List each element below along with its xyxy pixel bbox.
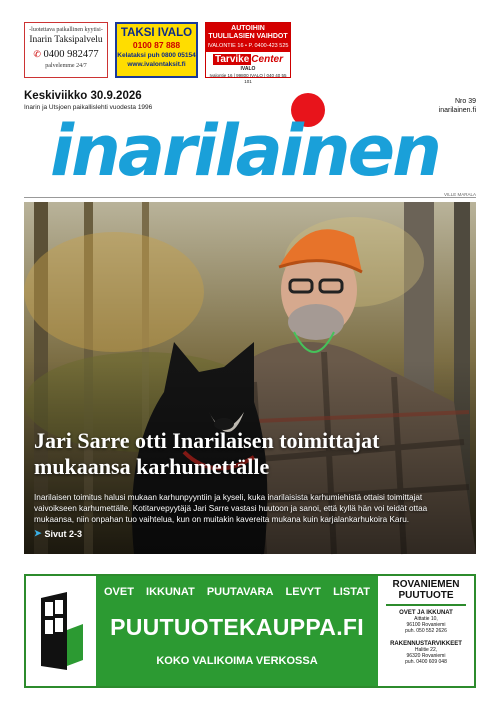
ad-phone: 0100 87 888 (132, 40, 181, 50)
store2-city: 96320 Rovaniemi (406, 653, 446, 659)
ad-heading (206, 23, 290, 43)
ad-address: IVALONTIE 16 • P. 0400-423 525 (206, 43, 290, 52)
ad-heading-2: TUULILASIEN VAIHDOT (208, 33, 288, 40)
door-window-icon (26, 576, 96, 686)
store2-addr: Halitie 22, (414, 647, 438, 653)
ad-phone: 0400 982477 (43, 49, 99, 60)
story-pages: Sivut 2-3 (44, 528, 83, 539)
ad-divider (386, 604, 466, 606)
story-pages-link[interactable] (34, 528, 82, 539)
ad-categories (96, 576, 378, 598)
tagline: Inarin ja Utsjoen paikallislehti vuodesta 1996 (24, 104, 153, 111)
ad-name: Inarin Taksipalvelu (29, 35, 103, 45)
ad-title: TAKSI IVALO (120, 27, 193, 39)
ad-store-info (378, 576, 474, 686)
ad-logo-a: Tarvike (215, 54, 250, 65)
ad-logo-b: Center (251, 54, 283, 65)
ad-brand-1: ROVANIEMEN (392, 579, 460, 590)
story-headline[interactable]: Jari Sarre otti Inarilaisen toimittajat mukaansa karhumettälle (34, 428, 380, 479)
store1-addr: Aittatie 10, (414, 616, 438, 622)
ad-logo (206, 54, 290, 66)
store1-city: 96100 Rovaniemi (406, 622, 446, 628)
ad-brand-2: PUUTUOTE (398, 590, 454, 601)
phone-icon: ✆ (33, 49, 41, 59)
newspaper-logo[interactable]: inarilainen (50, 110, 439, 192)
ad-green-panel (96, 576, 378, 686)
issue-info (439, 97, 476, 115)
issue-number: Nro 39 (454, 98, 476, 105)
ad-puutuotekauppa[interactable] (24, 574, 476, 688)
ad-category: OVET (104, 586, 134, 598)
ad-url[interactable]: PUUTUOTEKAUPPA.FI (110, 614, 364, 640)
site-link[interactable]: inarilainen.fi (438, 107, 476, 114)
ad-heading-1: AUTOIHIN (231, 25, 265, 32)
store2-phone: puh. 0400 609 048 (405, 659, 447, 665)
store1-phone: puh. 050 552 2626 (405, 628, 447, 634)
ad-category: PUUTAVARA (206, 586, 274, 598)
ad-town: IVALO (240, 66, 256, 72)
ad-inarin-taksipalvelu[interactable] (24, 22, 108, 78)
ad-brand (380, 579, 472, 601)
masthead-divider (24, 197, 476, 198)
ad-tagline: KOKO VALIKOIMA VERKOSSA (156, 655, 318, 667)
ad-note: palvelemme 24/7 (45, 63, 87, 69)
ad-order: Kelataksi puh 0800 05154 (117, 52, 196, 59)
ad-category: LISTAT (333, 586, 370, 598)
store1-name: OVET JA IKKUNAT (399, 610, 453, 616)
ad-line: -luotettava paikallinen kyytisi- (29, 27, 103, 33)
photo-credit: VILLE MARALA (443, 192, 476, 197)
ad-phone-row (29, 47, 103, 62)
issue-date: Keskiviikko 30.9.2026 (24, 90, 142, 102)
ad-category: IKKUNAT (146, 586, 195, 598)
store2-name: RAKENNUSTARVIKKEET (390, 641, 462, 647)
ad-taksi-ivalo[interactable] (115, 22, 198, 78)
ad-tarvikecenter[interactable] (205, 22, 291, 84)
ad-category: LEVYT (285, 586, 321, 598)
arrow-right-icon: ➤ (34, 528, 42, 538)
ad-footer: Ivalontie 16 | 99800 IVALO | 040 40 55 101 (209, 73, 287, 84)
story-lede: Inarilaisen toimitus halusi mukaan karhunpyyntiin ja kyseli, kuka inarilaisista karhumiehistä ottaisi toimittajat vaivoikseen karhumettälle. Kotitarvepyytäjä Jari Sarre vastasi huutoon ja sanoi, että kyllä hän voi teidät ottaa mukaansa, niin onpahan tuo vaihtelua, kun on muitakin kavereita mukana kuin karjalankarhukoira Karu. (34, 493, 428, 524)
ad-site: www.ivalontaksit.fi (127, 61, 186, 68)
